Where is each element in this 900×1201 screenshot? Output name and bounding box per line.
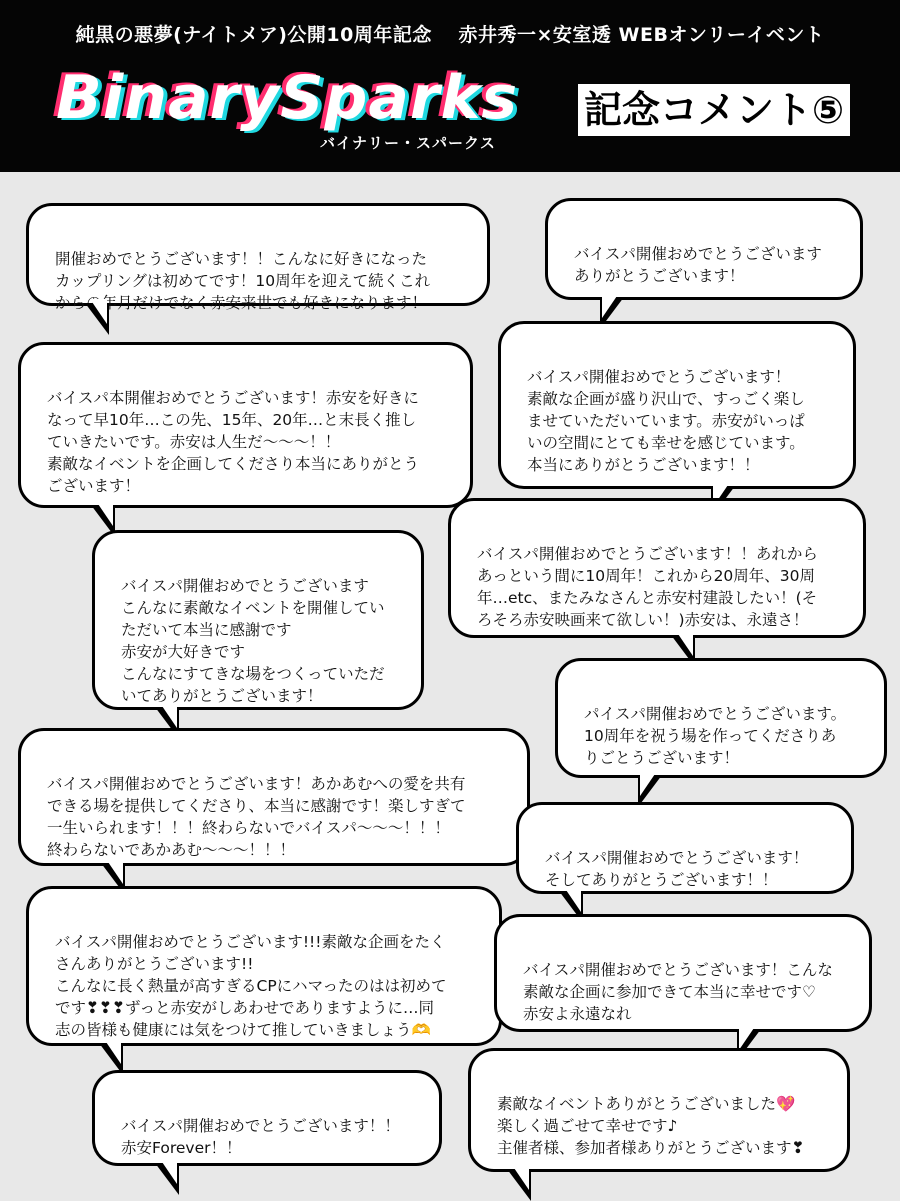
- comment-text: バイスパ開催おめでとうございます！こんな 素敵な企画に参加できて本当に幸せです♡ 赤安よ永遠なれ: [523, 961, 833, 1023]
- comment-text: バイスパ開催おめでとうございます！あかあむへの愛を共有 できる場を提供してくださり、本当に感謝です！楽しすぎて 一生いられます！！！終わらないでバイスパ〜〜〜！！！ 終わらないであかあむ〜〜〜！！！: [47, 775, 466, 859]
- comment-bubble: [448, 498, 866, 638]
- comment-text: バイスパ開催おめでとうございます!!!素敵な企画をたく さんありがとうございます!! こんなに長く熱量が高すぎるCPにハマったのはは初めて です❣❣❣ずっと赤安がしあわせでありますように…同 志の皆様も健康には気をつけて推していきましょう🫶: [55, 933, 447, 1039]
- comment-text: バイスパ開催おめでとうございます！ そしてありがとうございます！！: [545, 849, 809, 889]
- comment-bubble: [468, 1048, 850, 1172]
- comment-text: バイスパ開催おめでとうございます！！あれから あっという間に10周年！これから20周年、30周 年…etc、またみなさんと赤安村建設したい！(そ ろそろ赤安映画来て欲しい！)赤安は、永遠さ！: [477, 545, 818, 629]
- comment-bubble: [545, 198, 863, 300]
- comment-bubble: [92, 530, 424, 710]
- comment-bubble: [516, 802, 854, 894]
- comment-bubble: [18, 342, 473, 508]
- binary-sparks-logo: BinarySparks: [56, 63, 519, 133]
- bubble-tail: [85, 303, 109, 335]
- comment-bubble: [498, 321, 856, 489]
- header-banner: [0, 0, 900, 172]
- comment-text: バイスパ開催おめでとうございます ありがとうございます！: [574, 245, 822, 285]
- logo-kana: バイナリー・スパークス: [320, 134, 496, 152]
- comment-text: パイスパ開催おめでとうございます。 10周年を祝う場を作ってくださりあ りごとうございます！: [584, 705, 847, 767]
- comment-bubble: [26, 203, 490, 312]
- comment-text: バイスパ本開催おめでとうございます！赤安を好きに なって早10年…この先、15年、20年…と末長く推し ていきたいです。赤安は人生だ〜〜〜！！ 素敵なイベントを企画してくださり本当にありがとう ございます！: [47, 389, 420, 495]
- bubble-tail: [507, 1169, 531, 1201]
- comment-bubble: [555, 658, 887, 778]
- event-title: 純黒の悪夢(ナイトメア)公開10周年記念 赤井秀一×安室透 WEBオンリーイベント: [75, 24, 825, 46]
- comment-bubble: [26, 886, 502, 1046]
- bubble-tail: [155, 1163, 179, 1195]
- page-title: 記念コメント⑤: [578, 84, 850, 136]
- comment-text: バイスパ開催おめでとうございます！ 素敵な企画が盛り沢山で、すっごく楽し ませていただいています。赤安がいっぱ いの空間にとても幸せを感じています。 本当にありがとうございます！！: [527, 368, 805, 474]
- comment-text: バイスパ開催おめでとうございます！！ 赤安Forever！！: [121, 1117, 400, 1157]
- comment-text: 素敵なイベントありがとうございました💖 楽しく過ごせて幸せです♪ 主催者様、参加者様ありがとうございます❣: [497, 1095, 805, 1157]
- comment-text: バイスパ開催おめでとうございます こんなに素敵なイベントを開催してい ただいて本当に感謝です 赤安が大好きです こんなにすてきな場をつくっていただ いてありがとうございます！: [121, 577, 385, 705]
- comment-bubble: [92, 1070, 442, 1166]
- comment-text: 開催おめでとうございます！！こんなに好きになった カップリングは初めてです！10周年を迎えて続くこれ からの年月だけでなく赤安来世でも好きになります！: [55, 250, 431, 312]
- comment-bubble: [18, 728, 530, 866]
- comment-bubble: [494, 914, 872, 1032]
